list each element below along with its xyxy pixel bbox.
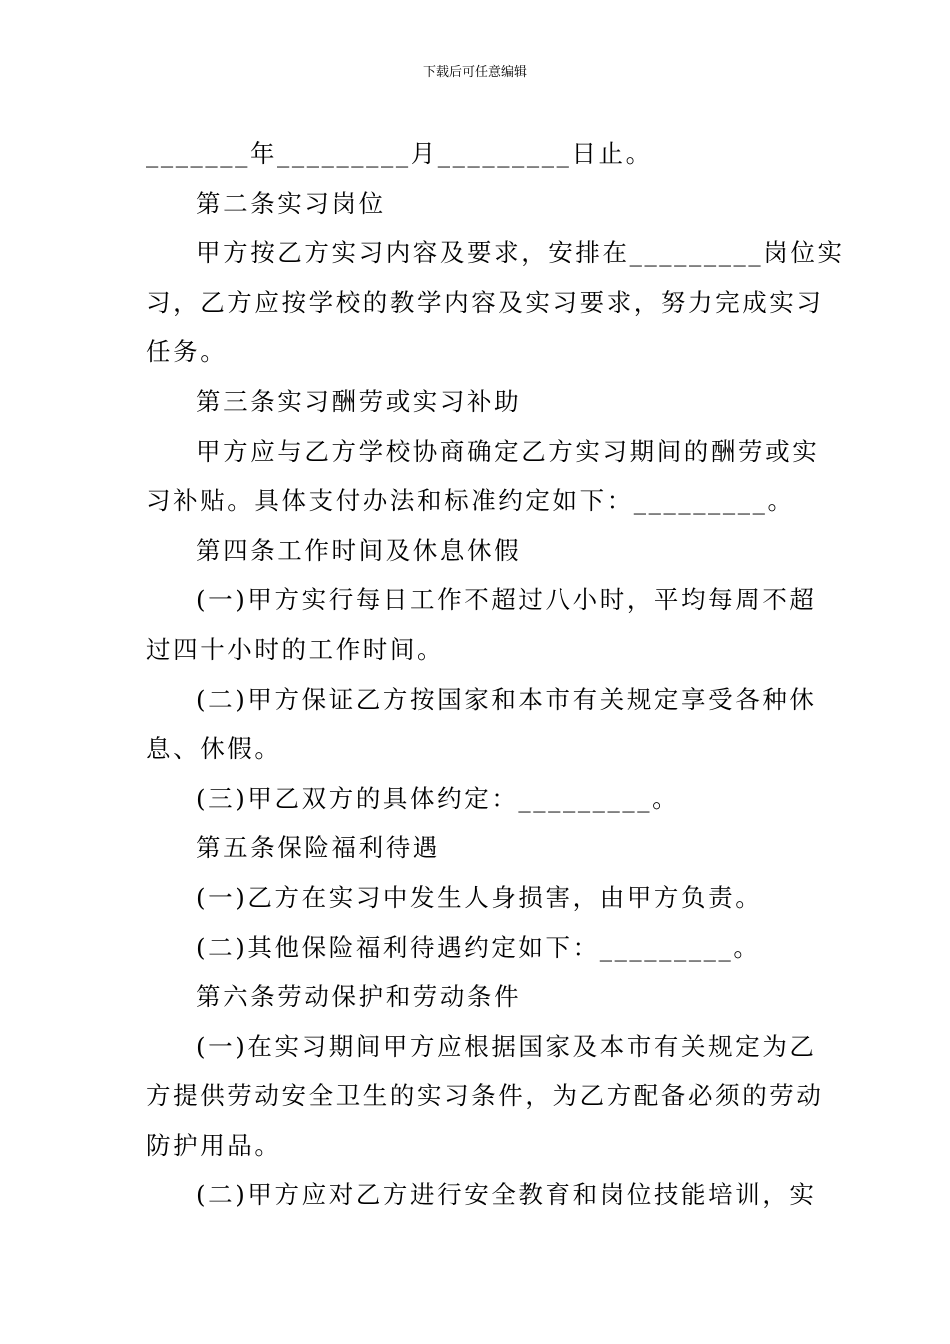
article-heading: 第二条实习岗位: [196, 188, 386, 218]
paragraph-line: (一)乙方在实习中发生人身损害，由甲方负责。: [196, 882, 763, 912]
paragraph-line: 习补贴。具体支付办法和标准约定如下：_________。: [146, 486, 795, 516]
article-heading: 第六条劳动保护和劳动条件: [196, 982, 522, 1012]
paragraph-line: 习，乙方应按学校的教学内容及实习要求，努力完成实习: [146, 287, 824, 317]
paragraph-line: (一)在实习期间甲方应根据国家及本市有关规定为乙: [196, 1031, 817, 1061]
paragraph-line: (三)甲乙双方的具体约定：_________。: [196, 783, 680, 813]
paragraph-line: 甲方按乙方实习内容及要求，安排在_________岗位实: [196, 238, 845, 268]
paragraph-line: (二)其他保险福利待遇约定如下：_________。: [196, 932, 761, 962]
article-heading: 第四条工作时间及休息休假: [196, 535, 522, 565]
document-body: [146, 129, 845, 1220]
article-heading: 第五条保险福利待遇: [196, 833, 440, 863]
article-heading: 第三条实习酬劳或实习补助: [196, 386, 522, 416]
paragraph-line: (一)甲方实行每日工作不超过八小时，平均每周不超: [196, 585, 817, 615]
paragraph-line: 任务。: [146, 337, 228, 367]
paragraph-line: (二)甲方应对乙方进行安全教育和岗位技能培训，实: [196, 1180, 817, 1210]
paragraph-line: 过四十小时的工作时间。: [146, 634, 445, 664]
paragraph-line: 甲方应与乙方学校协商确定乙方实习期间的酬劳或实: [196, 436, 820, 466]
page-header: 下载后可任意编辑: [422, 65, 527, 80]
paragraph-line: 息、休假。: [146, 734, 282, 764]
paragraph-line: 方提供劳动安全卫生的实习条件，为乙方配备必须的劳动: [146, 1081, 824, 1111]
paragraph-line: (二)甲方保证乙方按国家和本市有关规定享受各种休: [196, 684, 817, 714]
paragraph-line: 防护用品。: [146, 1130, 282, 1160]
text-line: _______年_________月_________日止。: [146, 139, 653, 168]
